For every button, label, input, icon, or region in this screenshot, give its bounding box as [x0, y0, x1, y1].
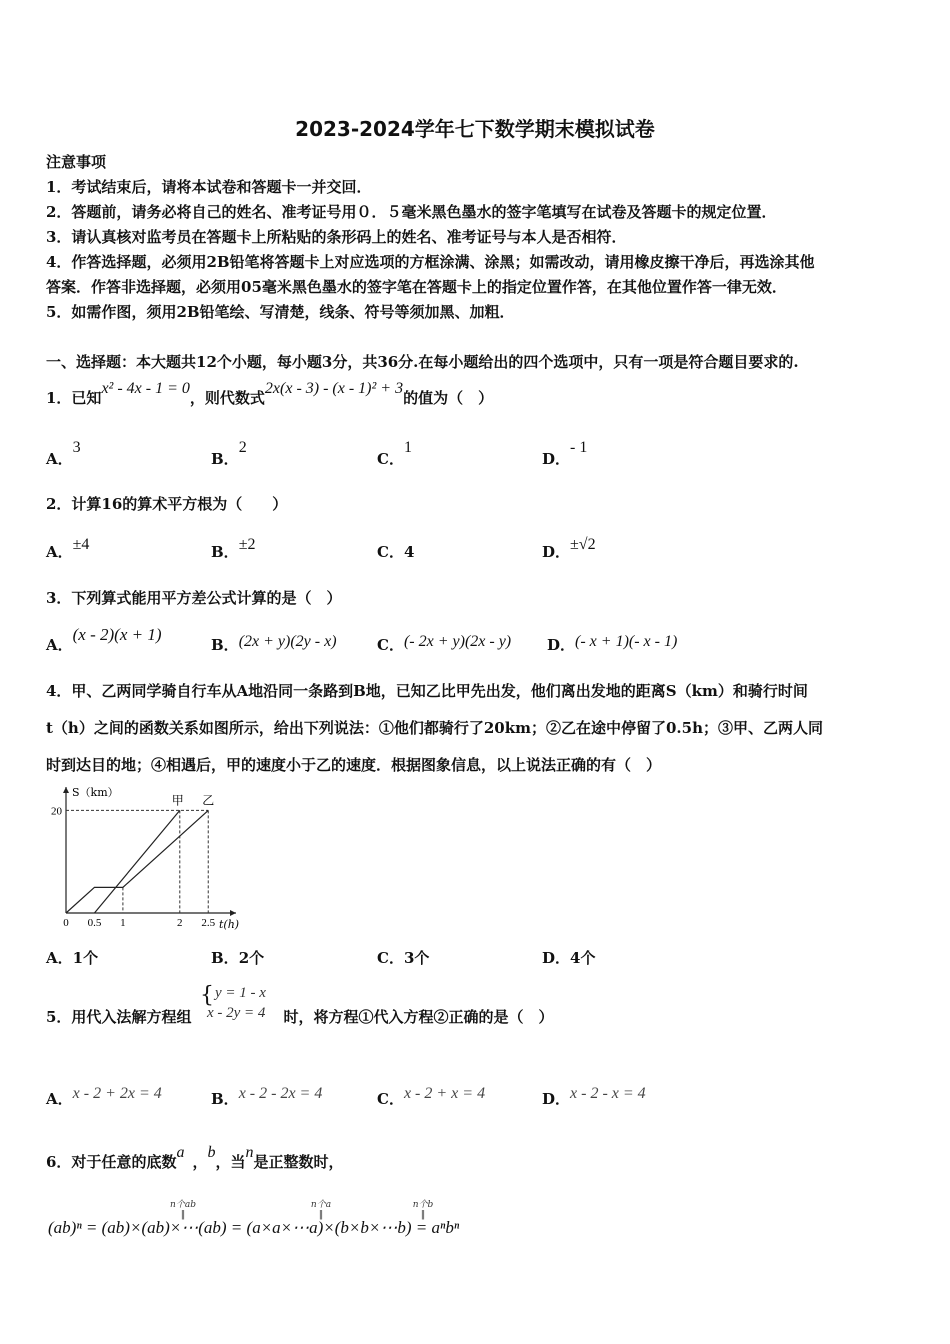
q4-option-d[interactable]: D．4个	[542, 949, 596, 967]
question-6: 6．对于任意的底数a，b，当n是正整数时，	[46, 1144, 344, 1171]
notice-item: 3．请认真核对监考员在答题卡上所粘贴的条形码上的姓名、准考证号与本人是否相符．	[46, 228, 627, 246]
question-1	[46, 380, 494, 409]
q2-option-d[interactable]: D．±√2	[542, 536, 596, 561]
q1-equation: x² - 4x - 1 = 0	[101, 380, 190, 397]
question-3: 3．下列算式能用平方差公式计算的是（ ）	[46, 589, 342, 607]
page-title: 2023-2024学年七下数学期末模拟试卷	[295, 117, 655, 141]
q3-option-b[interactable]: B．(2x + y)(2y - x)	[211, 633, 337, 654]
q1-mid: ，则代数式	[189, 389, 265, 407]
annotation-n-b: n个b ‖	[412, 1200, 434, 1220]
q3-option-c[interactable]: C．(- 2x + y)(2x - y)	[377, 633, 512, 654]
q4-option-b[interactable]: B．2个	[211, 949, 265, 967]
q2-option-b[interactable]: B．±2	[211, 536, 256, 561]
series-label: 甲	[171, 793, 184, 808]
series-label: 乙	[202, 793, 215, 808]
q2-option-a[interactable]: A．±4	[46, 536, 90, 561]
x-tick-label: 2	[177, 917, 183, 929]
q4-option-a[interactable]: A．1个	[46, 949, 99, 967]
notice-heading: 注意事项	[46, 153, 107, 171]
x-axis-label: t(h)	[219, 918, 240, 931]
question-2: 2．计算16的算术平方根为（ ）	[46, 495, 288, 513]
x-tick-label: 1	[120, 917, 126, 929]
q5-option-b[interactable]: B．x - 2 - 2x = 4	[211, 1085, 323, 1108]
annotation-n-a: n个a ‖	[310, 1200, 332, 1220]
q5-post: 时，将方程①代入方程②正确的是（ ）	[283, 1008, 554, 1026]
q1-option-c[interactable]: C．1	[377, 439, 412, 468]
q1-option-d[interactable]: D．- 1	[542, 439, 588, 468]
x-tick-label: 0	[63, 917, 69, 929]
q5-system-eq1: y = 1 - x	[215, 985, 266, 1001]
section-heading: 一、选择题：本大题共12个小题，每小题3分，共36分.在每小题给出的四个选项中，只有一项是符合题目要求的.	[46, 353, 799, 371]
x-axis-arrow-icon	[230, 910, 236, 916]
y-tick-label: 20	[51, 805, 62, 818]
brace-icon: {	[200, 983, 214, 1008]
x-tick-label: 0.5	[87, 917, 102, 929]
y-axis-arrow-icon	[63, 787, 69, 793]
distance-time-chart	[40, 783, 240, 933]
q3-option-d[interactable]: D．(- x + 1)(- x - 1)	[547, 633, 678, 654]
notice-item: 5．如需作图，须用2B铅笔绘、写清楚，线条、符号等须加黑、加粗．	[46, 303, 515, 321]
q1-option-b[interactable]: B．2	[211, 439, 247, 468]
series-line-jia	[94, 810, 179, 913]
q5-pre: 5．用代入法解方程组	[46, 1008, 192, 1026]
q3-option-a[interactable]: A．(x - 2)(x + 1)	[46, 625, 162, 654]
q5-system-eq2: x - 2y = 4	[207, 1005, 266, 1021]
question-4-line: 4．甲、乙两同学骑自行车从A地沿同一条路到B地，已知乙比甲先出发，他们离出发地的距离S（km）和骑行时间	[46, 682, 808, 700]
question-4-line: t（h）之间的函数关系如图所示，给出下列说法：①他们都骑行了20km；②乙在途中停留了0.5h；③甲、乙两人同	[46, 719, 823, 737]
q2-option-c[interactable]: C．4	[377, 543, 415, 561]
q6-formula: (ab)ⁿ = (ab)×(ab)×⋯(ab) = (a×a×⋯a)×(b×b×⋯b) = aⁿbⁿ	[48, 1218, 460, 1237]
notice-item: 2．答题前，请务必将自己的姓名、准考证号用０．５毫米黑色墨水的签字笔填写在试卷及答题卡的规定位置．	[46, 203, 777, 221]
notice-item: 4．作答选择题，必须用2B铅笔将答题卡上对应选项的方框涂满、涂黑；如需改动，请用橡皮擦干净后，再选涂其他	[46, 253, 815, 271]
q1-post: 的值为（ ）	[403, 389, 494, 407]
q5-option-c[interactable]: C．x - 2 + x = 4	[377, 1085, 486, 1108]
annotation-n-ab: n个ab ‖	[170, 1200, 196, 1220]
x-tick-label: 2.5	[201, 917, 216, 929]
q5-option-a[interactable]: A．x - 2 + 2x = 4	[46, 1085, 162, 1108]
q1-option-a[interactable]: A．3	[46, 439, 81, 468]
notice-item: 答案．作答非选择题，必须用05毫米黑色墨水的签字笔在答题卡上的指定位置作答，在其他位置作答一律无效．	[46, 278, 787, 296]
q4-option-c[interactable]: C．3个	[377, 949, 430, 967]
q6-pre: 6．对于任意的底数	[46, 1153, 177, 1171]
q1-expression: 2x(x - 3) - (x - 1)² + 3	[264, 380, 404, 397]
y-axis-label: S（km）	[72, 786, 119, 799]
question-4-line: 时到达目的地；④相遇后，甲的速度小于乙的速度．根据图象信息，以上说法正确的有（ ）	[46, 756, 662, 774]
q5-option-d[interactable]: D．x - 2 - x = 4	[542, 1085, 646, 1108]
q1-pre: 1．已知	[46, 389, 102, 407]
question-5	[46, 1007, 553, 1027]
notice-item: 1．考试结束后，请将本试卷和答题卡一并交回．	[46, 178, 372, 196]
